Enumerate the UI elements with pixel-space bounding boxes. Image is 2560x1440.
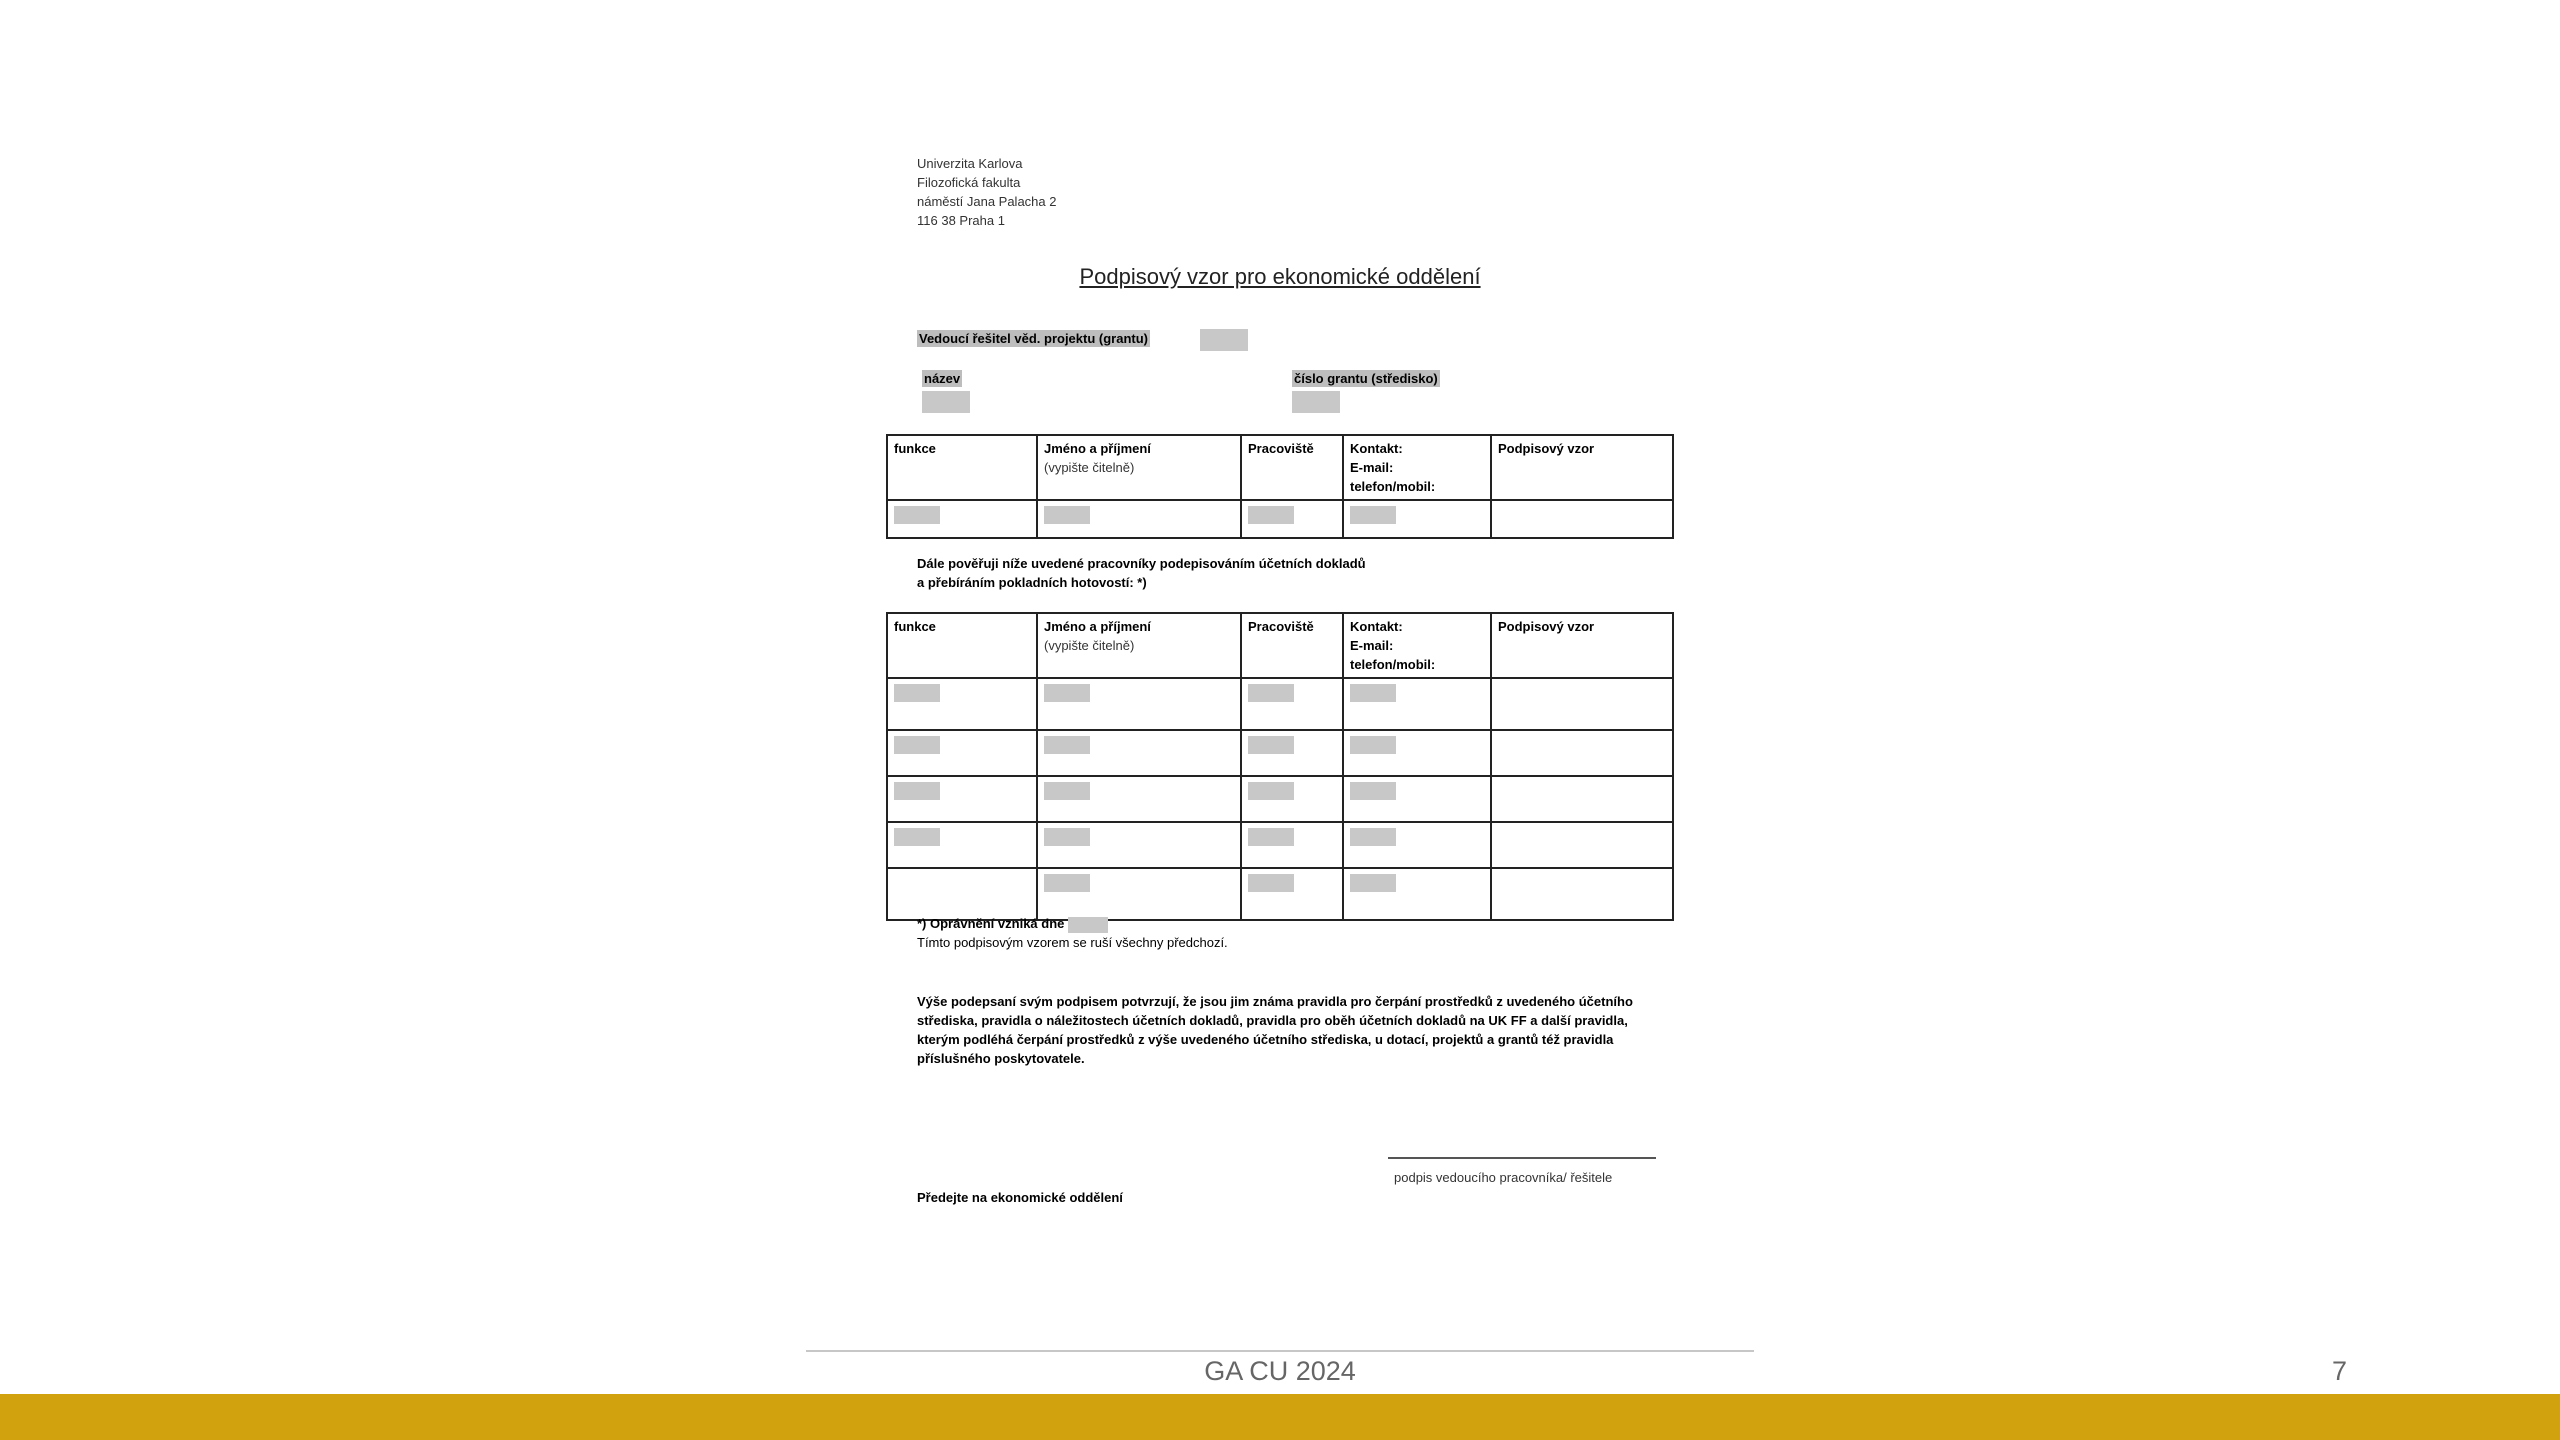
field-placeholder [1044,828,1090,846]
cell-jmeno [1037,730,1241,776]
cell-podpis [1491,776,1673,822]
cell-kontakt [1343,500,1491,538]
footer-accent-band [0,1394,2560,1440]
cell-pracoviste [1241,500,1343,538]
signature-line [1388,1157,1656,1159]
field-placeholder [894,782,940,800]
delegate-signature-table [886,612,1674,921]
field-placeholder [1044,506,1090,524]
cell-jmeno [1037,822,1241,868]
field-placeholder [1044,684,1090,702]
cell-jmeno [1037,868,1241,920]
table-row [887,822,1673,868]
cell-pracoviste [1241,776,1343,822]
field-placeholder [894,828,940,846]
cell-pracoviste [1241,730,1343,776]
document-title: Podpisový vzor pro ekonomické oddělení [1079,264,1481,289]
address-line-1: Univerzita Karlova [917,156,1023,171]
page-number: 7 [2332,1356,2348,1386]
field-placeholder [1350,506,1396,524]
table-header-row [887,435,1673,500]
cell-kontakt [1343,730,1491,776]
address-line-4: 116 38 Praha 1 [917,213,1005,228]
cell-kontakt [1343,678,1491,730]
field-placeholder [1248,828,1294,846]
date-placeholder [1068,917,1108,933]
table-row [887,776,1673,822]
field-placeholder [894,506,940,524]
cell-kontakt [1343,822,1491,868]
cell-funkce [887,776,1037,822]
cell-pracoviste [1241,678,1343,730]
field-placeholder [1248,782,1294,800]
header-kontakt-1: Kontakt: [1350,441,1403,456]
field-placeholder [1350,736,1396,754]
header-funkce: funkce [887,613,1037,678]
field-placeholder [1350,782,1396,800]
footnote-line-2: Tímto podpisovým vzorem se ruší všechny předchozí. [917,935,1228,950]
header-pracoviste: Pracoviště [1241,435,1343,500]
header-jmeno-sub: (vypište čitelně) [1044,460,1135,475]
cell-podpis [1491,822,1673,868]
cell-jmeno [1037,500,1241,538]
field-placeholder [1044,874,1090,892]
header-kontakt-2: E-mail: [1350,460,1394,475]
address-line-2: Filozofická fakulta [917,175,1021,190]
footnote-line-1 [917,914,1228,933]
cell-funkce [887,822,1037,868]
footnote-valid-from: *) Oprávnění vzniká dne [917,916,1065,931]
table-row [887,500,1673,538]
field-placeholder [1248,684,1294,702]
cell-funkce [887,868,1037,920]
address-block [917,154,1056,230]
field-placeholder [1248,506,1294,524]
table-row [887,868,1673,920]
cell-podpis [1491,678,1673,730]
table-row [887,678,1673,730]
field-placeholder [894,684,940,702]
delegation-line-2: a přebíráním pokladních hotovostí: *) [917,575,1147,590]
delegation-text [917,554,1366,592]
footer-divider [806,1350,1754,1352]
header-jmeno [1037,435,1241,500]
cell-pracoviste [1241,868,1343,920]
header-podpis: Podpisový vzor [1491,613,1673,678]
field-placeholder [1350,684,1396,702]
header-jmeno [1037,613,1241,678]
grant-number-placeholder [1292,391,1340,413]
header-funkce: funkce [887,435,1037,500]
footer-text: GA CU 2024 [1204,1356,1356,1386]
cell-funkce [887,500,1037,538]
signature-caption: podpis vedoucího pracovníka/ řešitele [1394,1170,1613,1185]
cell-podpis [1491,730,1673,776]
header-kontakt [1343,435,1491,500]
project-name-label: název [924,371,961,386]
project-name-placeholder [922,391,970,413]
lead-researcher-label: Vedoucí řešitel věd. projektu (grantu) [919,331,1148,346]
cell-podpis [1491,868,1673,920]
header-kontakt-3: telefon/mobil: [1350,657,1436,672]
address-line-3: náměstí Jana Palacha 2 [917,194,1057,209]
header-kontakt-2: E-mail: [1350,638,1394,653]
header-pracoviste: Pracoviště [1241,613,1343,678]
grant-number-label: číslo grantu (středisko) [1294,371,1438,386]
delegation-line-1: Dále pověřuji níže uvedené pracovníky podepisováním účetních dokladů [917,556,1366,571]
field-placeholder [1248,736,1294,754]
field-placeholder [1248,874,1294,892]
forward-note: Předejte na ekonomické oddělení [917,1190,1123,1205]
cell-pracoviste [1241,822,1343,868]
header-kontakt-1: Kontakt: [1350,619,1403,634]
field-placeholder [894,736,940,754]
cell-funkce [887,678,1037,730]
header-jmeno-label: Jméno a příjmení [1044,619,1151,634]
header-jmeno-sub: (vypište čitelně) [1044,638,1135,653]
field-placeholder [1350,828,1396,846]
field-placeholder [1044,782,1090,800]
table-header-row [887,613,1673,678]
confirmation-paragraph: Výše podepsaní svým podpisem potvrzují, že jsou jim známa pravidla pro čerpání prostředků z uvedeného účetního střediska, pravidla o náležitostech účetních dokladů, pravidla pro oběh účetních dokladů na UK FF a další pravidla, kterým podléhá čerpání prostředků z výše uvedeného účetního střediska, u dotací, projektů a grantů též pravidla příslušného poskytovatele. [917,994,1633,1066]
form-document [880,150,1680,1230]
header-podpis: Podpisový vzor [1491,435,1673,500]
footnote [917,914,1228,952]
cell-kontakt [1343,776,1491,822]
header-jmeno-label: Jméno a příjmení [1044,441,1151,456]
field-placeholder [1350,874,1396,892]
lead-signature-table [886,434,1674,539]
table-row [887,730,1673,776]
lead-researcher-placeholder [1200,329,1248,351]
header-kontakt [1343,613,1491,678]
cell-jmeno [1037,776,1241,822]
cell-podpis [1491,500,1673,538]
cell-kontakt [1343,868,1491,920]
header-kontakt-3: telefon/mobil: [1350,479,1436,494]
field-placeholder [1044,736,1090,754]
cell-funkce [887,730,1037,776]
cell-jmeno [1037,678,1241,730]
